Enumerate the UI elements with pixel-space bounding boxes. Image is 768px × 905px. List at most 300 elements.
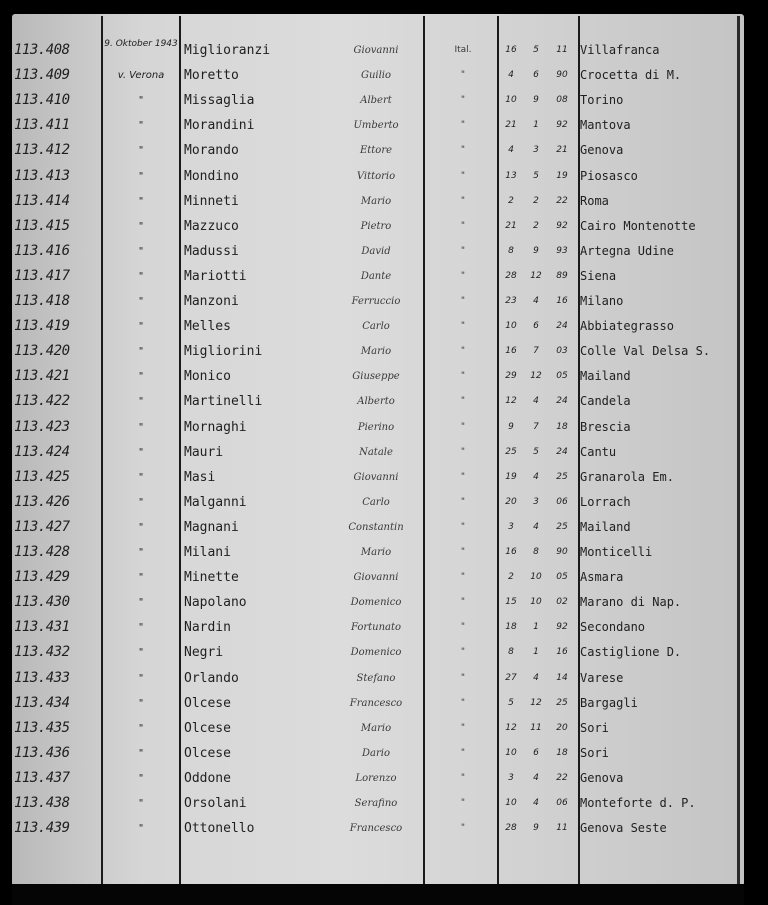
register-row bbox=[0, 63, 768, 88]
nationality: " bbox=[460, 823, 466, 834]
birth-year: 92 bbox=[556, 220, 568, 231]
birth-year: 22 bbox=[556, 195, 568, 206]
birth-year: 25 bbox=[556, 521, 568, 532]
register-row bbox=[0, 164, 768, 189]
arrival-date: " bbox=[138, 346, 144, 358]
birthplace: Mantova bbox=[580, 118, 631, 133]
birth-year: 14 bbox=[556, 672, 568, 683]
birth-day: 18 bbox=[505, 622, 517, 633]
birth-month: 12 bbox=[530, 270, 542, 281]
birth-month: 3 bbox=[533, 496, 539, 507]
first-name: Fortunato bbox=[350, 622, 402, 634]
first-name: Pietro bbox=[360, 220, 392, 232]
birth-year: 11 bbox=[556, 823, 568, 834]
first-name: Mario bbox=[360, 346, 392, 358]
surname: Masi bbox=[184, 469, 216, 485]
birth-month: 11 bbox=[530, 722, 542, 733]
birth-month: 10 bbox=[530, 572, 542, 583]
first-name: Domenico bbox=[350, 597, 402, 609]
birthplace: Secondano bbox=[580, 620, 646, 635]
entry-number: 113.422 bbox=[14, 393, 70, 410]
birth-month: 12 bbox=[530, 697, 542, 708]
birth-year: 06 bbox=[556, 496, 568, 507]
entry-number: 113.431 bbox=[14, 619, 70, 636]
entry-number: 113.417 bbox=[14, 267, 70, 284]
birthplace: Genova bbox=[580, 143, 624, 158]
nationality: " bbox=[460, 722, 466, 733]
birth-year: 18 bbox=[556, 421, 568, 432]
birth-month: 3 bbox=[533, 145, 539, 156]
birthplace: Varese bbox=[580, 670, 624, 685]
register-row bbox=[0, 640, 768, 665]
nationality: " bbox=[460, 521, 466, 532]
birth-year: 02 bbox=[556, 597, 568, 608]
birth-month: 9 bbox=[533, 245, 539, 256]
birthplace: Cairo Montenotte bbox=[580, 218, 696, 233]
arrival-date: " bbox=[138, 220, 144, 232]
entry-number: 113.418 bbox=[14, 293, 70, 309]
nationality: " bbox=[460, 697, 466, 708]
surname: Milani bbox=[184, 545, 231, 560]
register-row bbox=[0, 766, 768, 791]
register-row bbox=[0, 666, 768, 691]
surname: Olcese bbox=[184, 720, 231, 736]
arrival-date: " bbox=[138, 672, 144, 684]
first-name: Lorenzo bbox=[355, 772, 397, 784]
nationality: " bbox=[460, 798, 466, 808]
birth-day: 28 bbox=[505, 270, 517, 281]
arrival-date: v. Verona bbox=[117, 70, 165, 82]
arrival-date: " bbox=[138, 321, 144, 333]
arrival-date: " bbox=[138, 496, 144, 508]
nationality: " bbox=[460, 270, 466, 281]
register-row bbox=[0, 590, 768, 615]
surname: Mornaghi bbox=[184, 419, 247, 435]
birth-day: 21 bbox=[505, 220, 517, 231]
register-row bbox=[0, 239, 768, 264]
birth-day: 4 bbox=[508, 70, 514, 81]
birth-day: 29 bbox=[505, 371, 517, 382]
surname: Olcese bbox=[184, 695, 231, 711]
birthplace: Crocetta di M. bbox=[580, 68, 682, 83]
first-name: Alberto bbox=[357, 396, 395, 408]
birth-month: 6 bbox=[533, 70, 539, 81]
first-name: Umberto bbox=[353, 120, 399, 132]
surname: Negri bbox=[184, 645, 224, 661]
birth-year: 21 bbox=[556, 145, 568, 156]
birth-month: 5 bbox=[533, 45, 539, 55]
birth-year: 89 bbox=[556, 270, 568, 281]
nationality: " bbox=[460, 371, 466, 382]
register-row bbox=[0, 540, 768, 565]
birth-year: 92 bbox=[556, 622, 568, 633]
birth-year: 25 bbox=[556, 697, 568, 708]
surname: Malganni bbox=[184, 494, 247, 510]
first-name: Giovanni bbox=[353, 45, 399, 56]
surname: Ottonello bbox=[184, 821, 255, 837]
birthplace: Bargagli bbox=[580, 695, 638, 710]
arrival-date: " bbox=[138, 622, 144, 634]
surname: Migliorini bbox=[184, 344, 263, 360]
entry-number: 113.428 bbox=[14, 544, 70, 560]
register-row bbox=[0, 691, 768, 716]
birth-day: 12 bbox=[505, 722, 517, 733]
nationality: " bbox=[460, 120, 466, 131]
birth-month: 8 bbox=[533, 547, 539, 557]
birth-day: 12 bbox=[505, 396, 517, 407]
birth-year: 90 bbox=[556, 547, 568, 557]
birth-day: 21 bbox=[505, 120, 517, 131]
birth-month: 4 bbox=[533, 521, 539, 532]
birthplace: Marano di Nap. bbox=[580, 595, 682, 610]
nationality: " bbox=[460, 170, 466, 181]
surname: Manzoni bbox=[184, 294, 239, 309]
first-name: Stefano bbox=[356, 672, 396, 684]
birthplace: Monticelli bbox=[580, 545, 653, 559]
arrival-date: " bbox=[138, 95, 144, 107]
birth-day: 20 bbox=[505, 496, 517, 507]
first-name: Dante bbox=[360, 270, 392, 282]
birth-day: 16 bbox=[505, 547, 517, 557]
birth-month: 4 bbox=[533, 798, 539, 808]
register-row bbox=[0, 515, 768, 540]
entry-number: 113.419 bbox=[14, 318, 70, 335]
birth-year: 24 bbox=[556, 446, 568, 457]
register-row bbox=[0, 339, 768, 364]
nationality: " bbox=[460, 446, 466, 457]
birth-month: 1 bbox=[533, 622, 539, 633]
arrival-date: " bbox=[138, 747, 144, 759]
surname: Nardin bbox=[184, 620, 231, 636]
arrival-date: " bbox=[138, 195, 144, 207]
birthplace: Abbiategrasso bbox=[580, 319, 674, 334]
arrival-date: " bbox=[138, 647, 144, 659]
register-row bbox=[0, 38, 768, 63]
nationality: " bbox=[460, 396, 466, 407]
birthplace: Mailand bbox=[580, 369, 631, 384]
birth-year: 19 bbox=[556, 170, 568, 181]
birth-day: 3 bbox=[508, 521, 514, 532]
register-row bbox=[0, 465, 768, 490]
register-row bbox=[0, 138, 768, 163]
birthplace: Lorrach bbox=[580, 494, 631, 509]
surname: Mondino bbox=[184, 168, 239, 184]
register-row bbox=[0, 264, 768, 289]
surname: Napolano bbox=[184, 595, 247, 611]
birth-month: 4 bbox=[533, 672, 539, 683]
surname: Missaglia bbox=[184, 93, 255, 109]
surname: Mauri bbox=[184, 444, 224, 460]
surname: Melles bbox=[184, 319, 231, 335]
register-row bbox=[0, 389, 768, 414]
entry-number: 113.413 bbox=[14, 167, 70, 184]
birthplace: Candela bbox=[580, 394, 631, 409]
nationality: " bbox=[460, 547, 466, 557]
nationality: " bbox=[460, 647, 466, 658]
birth-month: 1 bbox=[533, 647, 539, 658]
nationality: " bbox=[460, 95, 466, 106]
register-row bbox=[0, 741, 768, 766]
arrival-date: " bbox=[138, 245, 144, 257]
first-name: Mario bbox=[360, 722, 392, 734]
birth-year: 16 bbox=[556, 296, 568, 306]
birthplace: Cantu bbox=[580, 444, 617, 459]
first-name: Guilio bbox=[360, 70, 392, 82]
arrival-date: " bbox=[138, 421, 144, 433]
birth-month: 6 bbox=[533, 321, 539, 332]
entry-number: 113.416 bbox=[14, 242, 70, 259]
entry-number: 113.433 bbox=[14, 669, 70, 686]
birth-month: 4 bbox=[533, 396, 539, 407]
birthplace: Villafranca bbox=[580, 43, 660, 57]
birth-day: 27 bbox=[505, 672, 517, 683]
birth-day: 16 bbox=[505, 346, 517, 357]
birth-year: 08 bbox=[556, 95, 568, 106]
surname: Mariotti bbox=[184, 268, 247, 284]
register-row bbox=[0, 565, 768, 590]
birth-day: 15 bbox=[505, 597, 517, 608]
first-name: Francesco bbox=[349, 823, 403, 835]
nationality: " bbox=[460, 245, 466, 256]
birth-year: 25 bbox=[556, 471, 568, 482]
entry-number: 113.424 bbox=[14, 443, 70, 460]
birth-year: 92 bbox=[556, 120, 568, 131]
birth-day: 2 bbox=[508, 195, 514, 206]
entry-number: 113.421 bbox=[14, 368, 70, 385]
entry-number: 113.408 bbox=[14, 42, 70, 58]
birth-day: 2 bbox=[508, 572, 514, 583]
birth-day: 25 bbox=[505, 446, 517, 457]
birth-year: 11 bbox=[556, 45, 568, 55]
entry-number: 113.423 bbox=[14, 418, 70, 435]
surname: Monico bbox=[184, 369, 231, 385]
birth-day: 3 bbox=[508, 772, 514, 783]
surname: Oddone bbox=[184, 770, 231, 786]
arrival-date: " bbox=[138, 798, 144, 809]
surname: Mazzuco bbox=[184, 218, 239, 234]
arrival-date: " bbox=[138, 446, 144, 458]
birth-day: 16 bbox=[505, 45, 517, 55]
register-row bbox=[0, 364, 768, 389]
register-row bbox=[0, 615, 768, 640]
birth-year: 03 bbox=[556, 346, 568, 357]
birthplace: Brescia bbox=[580, 419, 631, 434]
surname: Martinelli bbox=[184, 394, 263, 410]
register-row bbox=[0, 415, 768, 440]
surname: Orlando bbox=[184, 670, 239, 686]
birth-month: 2 bbox=[533, 220, 539, 231]
arrival-date: " bbox=[138, 521, 144, 533]
first-name: Mario bbox=[360, 547, 392, 558]
birth-year: 16 bbox=[556, 647, 568, 658]
birth-year: 24 bbox=[556, 396, 568, 407]
nationality: Ital. bbox=[454, 45, 472, 55]
arrival-date: " bbox=[138, 296, 144, 307]
entry-number: 113.430 bbox=[14, 594, 70, 611]
nationality: " bbox=[460, 772, 466, 783]
birth-day: 8 bbox=[508, 647, 514, 658]
first-name: Serafino bbox=[354, 798, 398, 809]
birth-month: 6 bbox=[533, 747, 539, 758]
nationality: " bbox=[460, 572, 466, 583]
birth-month: 9 bbox=[533, 823, 539, 834]
entry-number: 113.427 bbox=[14, 518, 70, 535]
nationality: " bbox=[460, 622, 466, 633]
register-row bbox=[0, 816, 768, 841]
first-name: Pierino bbox=[357, 421, 395, 433]
birth-day: 10 bbox=[505, 747, 517, 758]
birth-year: 24 bbox=[556, 321, 568, 332]
arrival-date: 9. Oktober 1943 bbox=[104, 39, 178, 49]
surname: Morandini bbox=[184, 118, 255, 134]
birth-month: 10 bbox=[530, 597, 542, 608]
arrival-date: " bbox=[138, 471, 144, 483]
arrival-date: " bbox=[138, 823, 144, 835]
birth-month: 4 bbox=[533, 772, 539, 783]
nationality: " bbox=[460, 321, 466, 332]
birthplace: Asmara bbox=[580, 570, 624, 585]
arrival-date: " bbox=[138, 697, 144, 709]
surname: Minette bbox=[184, 570, 239, 586]
birth-month: 9 bbox=[533, 95, 539, 106]
birth-month: 1 bbox=[533, 120, 539, 131]
birth-day: 5 bbox=[508, 697, 514, 708]
first-name: Albert bbox=[360, 95, 392, 107]
birth-month: 7 bbox=[533, 421, 539, 432]
birth-year: 22 bbox=[556, 772, 568, 783]
entry-number: 113.429 bbox=[14, 569, 70, 586]
register-row bbox=[0, 214, 768, 239]
birth-day: 13 bbox=[505, 170, 517, 181]
first-name: Carlo bbox=[362, 321, 390, 333]
register-row bbox=[0, 716, 768, 741]
birth-month: 4 bbox=[533, 296, 539, 306]
surname: Morando bbox=[184, 143, 239, 159]
nationality: " bbox=[460, 346, 466, 357]
surname: Moretto bbox=[184, 68, 239, 84]
birthplace: Genova Seste bbox=[580, 821, 667, 836]
birth-year: 90 bbox=[556, 70, 568, 81]
first-name: David bbox=[361, 245, 391, 257]
first-name: Giovanni bbox=[353, 471, 399, 483]
birth-month: 4 bbox=[533, 471, 539, 482]
birth-month: 2 bbox=[533, 195, 539, 206]
register-row bbox=[0, 440, 768, 465]
nationality: " bbox=[460, 747, 466, 758]
arrival-date: " bbox=[138, 170, 144, 182]
nationality: " bbox=[460, 496, 466, 507]
nationality: " bbox=[460, 421, 466, 432]
birth-day: 9 bbox=[508, 421, 514, 432]
register-row bbox=[0, 88, 768, 113]
first-name: Natale bbox=[359, 446, 393, 458]
first-name: Domenico bbox=[350, 647, 402, 659]
first-name: Vittorio bbox=[356, 170, 396, 182]
first-name: Ferruccio bbox=[351, 296, 401, 307]
birth-year: 06 bbox=[556, 798, 568, 808]
arrival-date: " bbox=[138, 547, 144, 558]
first-name: Dario bbox=[362, 747, 390, 759]
entry-number: 113.432 bbox=[14, 644, 70, 661]
entry-number: 113.412 bbox=[14, 142, 70, 159]
first-name: Giuseppe bbox=[352, 371, 400, 383]
nationality: " bbox=[460, 597, 466, 608]
birth-day: 10 bbox=[505, 798, 517, 808]
birthplace: Mailand bbox=[580, 519, 631, 534]
arrival-date: " bbox=[138, 371, 144, 383]
birth-month: 5 bbox=[533, 446, 539, 457]
birthplace: Piosasco bbox=[580, 168, 638, 183]
arrival-date: " bbox=[138, 270, 144, 282]
surname: Olcese bbox=[184, 745, 231, 761]
birthplace: Colle Val Delsa S. bbox=[580, 344, 711, 359]
first-name: Ettore bbox=[359, 145, 393, 157]
entry-number: 113.409 bbox=[14, 67, 70, 84]
entry-number: 113.436 bbox=[14, 744, 70, 761]
entry-number: 113.439 bbox=[14, 820, 70, 837]
birth-day: 8 bbox=[508, 245, 514, 256]
birthplace: Sori bbox=[580, 720, 609, 735]
birth-year: 05 bbox=[556, 572, 568, 583]
first-name: Francesco bbox=[349, 697, 403, 709]
first-name: Mario bbox=[360, 195, 392, 207]
birthplace: Siena bbox=[580, 268, 617, 283]
surname: Madussi bbox=[184, 243, 239, 259]
birthplace: Artegna Udine bbox=[580, 243, 674, 258]
birthplace: Castiglione D. bbox=[580, 645, 682, 660]
entry-number: 113.434 bbox=[14, 694, 70, 711]
arrival-date: " bbox=[138, 772, 144, 784]
arrival-date: " bbox=[138, 597, 144, 609]
entry-number: 113.415 bbox=[14, 217, 70, 234]
birth-month: 5 bbox=[533, 170, 539, 181]
birth-year: 20 bbox=[556, 722, 568, 733]
arrival-date: " bbox=[138, 722, 144, 734]
birth-year: 18 bbox=[556, 747, 568, 758]
register-row bbox=[0, 791, 768, 816]
first-name: Giovanni bbox=[353, 572, 399, 584]
birthplace: Genova bbox=[580, 770, 624, 785]
nationality: " bbox=[460, 70, 466, 81]
register-row bbox=[0, 490, 768, 515]
birthplace: Milano bbox=[580, 294, 624, 308]
birth-day: 4 bbox=[508, 145, 514, 156]
entry-number: 113.411 bbox=[14, 117, 70, 134]
nationality: " bbox=[460, 672, 466, 683]
birth-month: 12 bbox=[530, 371, 542, 382]
arrival-date: " bbox=[138, 120, 144, 132]
entry-number: 113.426 bbox=[14, 493, 70, 510]
register-row bbox=[0, 289, 768, 314]
nationality: " bbox=[460, 195, 466, 206]
birthplace: Granarola Em. bbox=[580, 469, 674, 484]
birth-year: 93 bbox=[556, 245, 568, 256]
first-name: Constantin bbox=[348, 521, 404, 533]
register-row bbox=[0, 314, 768, 339]
surname: Magnani bbox=[184, 519, 239, 535]
nationality: " bbox=[460, 145, 466, 156]
birth-day: 10 bbox=[505, 321, 517, 332]
entry-number: 113.420 bbox=[14, 343, 70, 360]
register-row bbox=[0, 189, 768, 214]
entry-number: 113.410 bbox=[14, 92, 70, 109]
nationality: " bbox=[460, 296, 466, 306]
first-name: Carlo bbox=[362, 496, 390, 508]
surname: Minneti bbox=[184, 193, 239, 209]
nationality: " bbox=[460, 220, 466, 231]
birthplace: Monteforte d. P. bbox=[580, 796, 696, 810]
arrival-date: " bbox=[138, 145, 144, 157]
